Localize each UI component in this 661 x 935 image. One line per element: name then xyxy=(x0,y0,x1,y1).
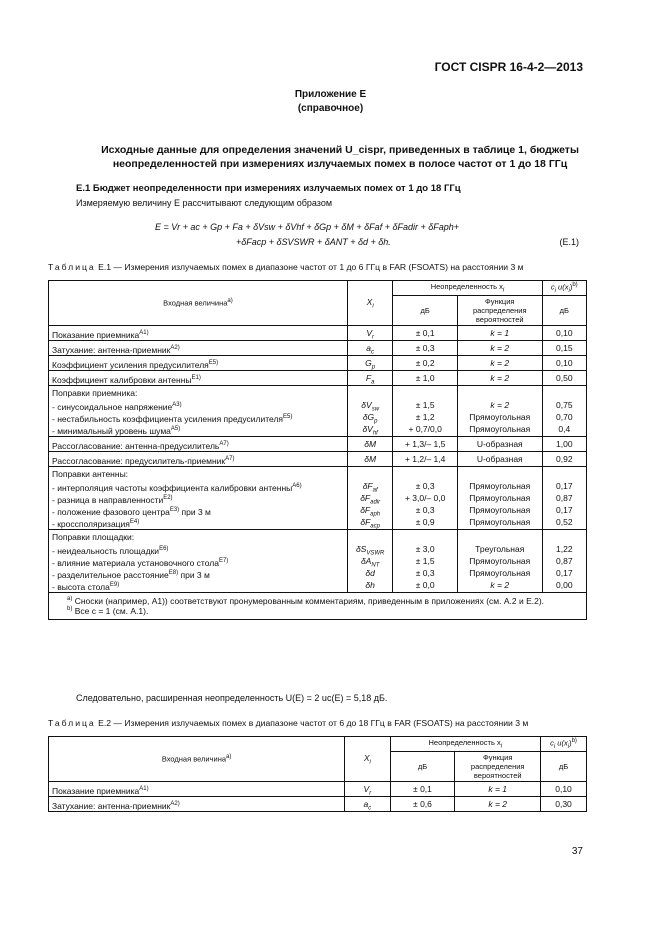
symbol-line xyxy=(351,579,390,591)
ci-line: 0,17 xyxy=(556,568,573,578)
cell-input xyxy=(49,326,348,341)
cell-symbol xyxy=(347,386,393,437)
symbol-subscript: a xyxy=(371,379,375,386)
symbol: $a_c$ xyxy=(366,343,375,356)
conclusion-text: Следовательно, расширенная неопределенность U(E) = 2 uc(E) = 5,18 дБ. xyxy=(76,693,388,703)
distribution-line: k = 2 xyxy=(490,373,510,383)
cell-input xyxy=(49,341,348,356)
symbol-line xyxy=(351,357,390,369)
cell-value xyxy=(393,386,458,437)
cell-ci xyxy=(542,326,586,341)
header-uncertainty-sub: i xyxy=(500,743,503,750)
distribution-line: k = 2 xyxy=(490,400,510,410)
table-row xyxy=(49,371,587,386)
footnote-ref: A2) xyxy=(170,801,180,807)
table1-caption-prefix: Таблица xyxy=(48,262,96,272)
spacer xyxy=(461,531,539,543)
cell-symbol xyxy=(347,341,393,356)
footnote-ref: A6) xyxy=(292,483,302,489)
header-input xyxy=(49,737,345,782)
cell-input xyxy=(49,386,348,437)
ci-line: 1,22 xyxy=(556,544,573,554)
ci-line: 0,17 xyxy=(556,505,573,515)
input-name: - нестабильность коэффициента усиления предусилителя$^{E5)}$ xyxy=(52,413,293,424)
group-heading: Поправки площадки: xyxy=(52,532,135,542)
symbol-line xyxy=(348,798,386,810)
input-name: - разница в направленности$^{E2)}$ xyxy=(52,494,173,505)
symbol-line xyxy=(351,399,390,411)
symbol: δM xyxy=(364,454,377,464)
value-line: ± 1,0 xyxy=(415,373,435,383)
header-uncertainty-sub: i xyxy=(502,287,505,294)
symbol-line xyxy=(351,504,390,516)
header-uncertainty-label: Неопределенность x xyxy=(428,738,501,747)
input-name: - синусоидальное напряжение$^{A3)}$ xyxy=(52,401,182,412)
header-ci-sub2: i xyxy=(568,288,570,294)
spacer xyxy=(461,387,539,399)
table-row xyxy=(49,326,587,341)
distribution-line: U-образная xyxy=(476,454,523,464)
symbol: $\delta V_{hf}$ xyxy=(362,424,378,437)
header-ci-sub: i xyxy=(553,744,556,750)
cell-input xyxy=(49,782,345,797)
cell-ci xyxy=(542,452,586,467)
symbol-subscript: VSWR xyxy=(366,550,385,557)
value-line: ± 0,2 xyxy=(415,358,435,368)
ci-line: 0,10 xyxy=(556,358,573,368)
header-ci-rest: u(x xyxy=(555,282,569,292)
symbol-line xyxy=(348,783,386,795)
header-ci-sup: b) xyxy=(572,282,578,288)
header-input xyxy=(49,281,348,326)
header-xi-label: X xyxy=(363,752,370,763)
cell-distribution xyxy=(457,452,542,467)
value-line: ± 0,3 xyxy=(415,481,435,491)
header-ci-c: c xyxy=(550,738,554,748)
input-name: - минимальный уровень шума$^{A5)}$ xyxy=(52,425,181,436)
footnote-ref: E5) xyxy=(208,360,219,366)
value-line: ± 3,0 xyxy=(415,544,435,554)
symbol-line xyxy=(351,516,390,528)
value-line: ± 0,0 xyxy=(415,580,435,590)
symbol-line xyxy=(351,543,390,555)
header-uncertainty xyxy=(393,281,542,296)
cell-distribution xyxy=(457,530,542,593)
symbol-line xyxy=(351,372,390,384)
symbol-subscript: c xyxy=(368,805,372,812)
header-input-sup: a) xyxy=(227,298,233,305)
appendix-subtitle: (справочное) xyxy=(297,103,364,114)
symbol-subscript: aph xyxy=(370,511,381,518)
table2-caption xyxy=(48,718,528,728)
table-row xyxy=(49,452,587,467)
cell-ci xyxy=(541,797,587,812)
input-name: - кроссполяризация$^{E4)}$ xyxy=(52,518,140,529)
table1 xyxy=(48,280,587,620)
table1-caption-text: Е.1 — Измерения излучаемых помех в диапазоне частот от 1 до 6 ГГц в FAR (FSOATS) на расстоянии 3 м xyxy=(98,262,524,272)
symbol-subscript: p xyxy=(371,364,376,371)
footnote-ref: A1) xyxy=(139,786,149,792)
input-name: Затухание: антенна-приемник$^{A2)}$ xyxy=(52,800,180,811)
header-db-ci: дБ xyxy=(541,752,587,782)
header-distribution: Функция распределения вероятностей xyxy=(455,752,541,782)
value-line: + 3,0/– 0,0 xyxy=(404,493,446,503)
cell-input xyxy=(49,467,348,530)
table-row xyxy=(49,782,587,797)
cell-value xyxy=(393,530,458,593)
cell-input xyxy=(49,437,348,452)
header-ci: $c_i$ $u(x_i)^{b)}$ xyxy=(542,281,586,296)
ci-line: 0,52 xyxy=(556,517,573,527)
symbol: $V_r$ xyxy=(363,784,372,797)
cell-ci xyxy=(542,356,586,371)
symbol-subscript: NT xyxy=(371,562,380,569)
cell-distribution xyxy=(457,386,542,437)
ci-line: 0,87 xyxy=(556,556,573,566)
table-row xyxy=(49,386,587,437)
ci-line: 0,50 xyxy=(556,373,573,383)
note-b xyxy=(53,606,582,616)
symbol-line xyxy=(351,453,390,465)
table2-caption-prefix: Таблица xyxy=(48,718,96,728)
header-ci: $c_i$ $u(x_i)^{b)}$ xyxy=(541,737,587,752)
symbol-line xyxy=(351,492,390,504)
cell-symbol xyxy=(345,782,390,797)
symbol: $\delta F_{af}$ xyxy=(362,481,378,494)
value-line: ± 0,9 xyxy=(415,517,435,527)
symbol-subscript: sw xyxy=(371,406,380,413)
table-row xyxy=(49,797,587,812)
cell-input xyxy=(49,452,348,467)
cell-input xyxy=(49,797,345,812)
header-uncertainty xyxy=(390,737,541,752)
footnote-ref: E1) xyxy=(191,375,201,381)
input-name: - высота стола$^{E9)}$ xyxy=(52,581,120,592)
table-row xyxy=(49,467,587,530)
equation-number: (E.1) xyxy=(559,237,579,247)
note-b-marker: b) xyxy=(67,606,73,613)
header-xi xyxy=(345,737,390,782)
distribution-line: k = 1 xyxy=(490,328,510,338)
value-line: ± 1,2 xyxy=(415,412,435,422)
ci-line: 0,17 xyxy=(556,481,573,491)
input-name: - неидеальность площадки$^{E6)}$ xyxy=(52,545,169,556)
cell-input xyxy=(49,530,348,593)
main-title-line2: неопределенностей при измерениях излучаемых помех в полосе частот от 1 до 18 ГГц xyxy=(112,158,568,170)
symbol: $\delta V_{sw}$ xyxy=(361,400,380,413)
header-db: дБ xyxy=(393,296,458,326)
distribution-line: Прямоугольная xyxy=(469,517,531,527)
header-input-label: Входная величина xyxy=(163,298,228,308)
header-ci-rest: u(x xyxy=(555,738,568,748)
group-heading: Поправки антенны: xyxy=(52,469,129,479)
input-name: Показание приемника$^{A1)}$ xyxy=(52,785,149,796)
distribution-line: Прямоугольная xyxy=(469,556,531,566)
cell-symbol xyxy=(347,530,393,593)
ci-line: 0,10 xyxy=(556,328,573,338)
value-line: ± 0,3 xyxy=(415,568,435,578)
symbol: $G_p$ xyxy=(365,358,376,371)
equation-line2: +δFacp + δSVSWR + δANT + δd + δh. xyxy=(236,237,391,247)
input-name: Показание приемника$^{A1)}$ xyxy=(52,329,149,340)
table-row xyxy=(49,530,587,593)
footnote-ref: E2) xyxy=(163,495,173,501)
header-db-ci: дБ xyxy=(542,296,586,326)
symbol: $\delta F_{aph}$ xyxy=(360,505,381,518)
symbol: δh xyxy=(365,580,375,590)
spacer xyxy=(546,387,583,399)
note-a xyxy=(53,596,582,606)
note-b-text: Все c = 1 (см. А.1). xyxy=(72,606,149,616)
header-xi-sub: i xyxy=(369,759,371,766)
symbol: δM xyxy=(364,439,377,449)
cell-symbol xyxy=(347,452,393,467)
cell-distribution xyxy=(457,437,542,452)
cell-distribution xyxy=(455,782,541,797)
header-db: дБ xyxy=(390,752,455,782)
cell-value xyxy=(393,356,458,371)
cell-symbol xyxy=(345,797,390,812)
spacer xyxy=(351,387,390,399)
value-line: + 1,2/– 1,4 xyxy=(404,454,446,464)
distribution-line: Треугольная xyxy=(475,544,525,554)
footnote-ref: E7) xyxy=(218,558,229,564)
header-row xyxy=(49,281,587,296)
footnote-ref: A7) xyxy=(225,456,235,462)
symbol-line xyxy=(351,327,390,339)
table2 xyxy=(48,736,587,812)
cell-value xyxy=(390,782,455,797)
footnote-ref: E6) xyxy=(159,546,169,552)
footnote-ref: A1) xyxy=(139,330,149,336)
symbol-line xyxy=(351,567,390,579)
cell-value xyxy=(393,341,458,356)
table2-caption-text: Е.2 — Измерения излучаемых помех в диапазоне частот от 6 до 18 ГГц в FAR (FSOATS) на расстоянии 3 м xyxy=(98,718,529,728)
cell-ci xyxy=(542,437,586,452)
distribution-line: k = 2 xyxy=(490,580,510,590)
cell-ci xyxy=(542,530,586,593)
value-line: ± 0,3 xyxy=(415,343,435,353)
footnote-ref: E3) xyxy=(169,507,180,513)
symbol: $a_c$ xyxy=(363,799,372,812)
footnote-ref: A2) xyxy=(170,345,180,351)
symbol-subscript: r xyxy=(371,334,374,341)
cell-symbol xyxy=(347,356,393,371)
input-name: - положение фазового центра$^{E3)}$ при 3 м xyxy=(52,506,211,517)
symbol-line xyxy=(351,480,390,492)
ci-line: 0,75 xyxy=(556,400,573,410)
spacer xyxy=(546,531,583,543)
spacer xyxy=(396,468,454,480)
cell-distribution xyxy=(455,797,541,812)
cell-distribution xyxy=(457,341,542,356)
ci-line: 0,10 xyxy=(555,784,572,794)
input-name: - разделительное расстояние$^{E8)}$ при 3 м xyxy=(52,569,210,580)
cell-value xyxy=(393,467,458,530)
equation-line1: E = Vr + ac + Gp + Fa + δVsw + δVhf + δGp + δM + δFaf + δFadir + δFaph+ xyxy=(155,222,459,232)
spacer xyxy=(546,468,583,480)
spacer xyxy=(396,531,454,543)
table-row xyxy=(49,356,587,371)
header-xi-sub: i xyxy=(372,303,374,310)
note-a-marker: a) xyxy=(67,596,73,603)
value-line: + 1,3/– 1,5 xyxy=(404,439,446,449)
header-input-label: Входная величина xyxy=(161,754,227,764)
header-row xyxy=(49,737,587,752)
symbol-line xyxy=(351,438,390,450)
table1-caption xyxy=(48,262,524,272)
footnote-ref: E9) xyxy=(109,582,120,588)
input-name: - влияние материала установочного стола$^{E7)}$ xyxy=(52,557,229,568)
symbol: $F_a$ xyxy=(365,373,375,386)
table-row xyxy=(49,341,587,356)
header-ci-sup: b) xyxy=(571,738,577,744)
value-line: ± 0,6 xyxy=(413,799,432,809)
header-xi xyxy=(347,281,393,326)
symbol-subscript: r xyxy=(369,790,372,797)
table-row xyxy=(49,437,587,452)
notes-row xyxy=(49,593,587,620)
symbol: $\delta F_{acp}$ xyxy=(360,517,380,530)
cell-symbol xyxy=(347,467,393,530)
symbol: $V_r$ xyxy=(366,328,374,341)
value-line: ± 0,3 xyxy=(415,505,435,515)
ci-line: 0,87 xyxy=(556,493,573,503)
intro-text: Измеряемую величину E рассчитывают следующим образом xyxy=(76,198,333,208)
spacer xyxy=(351,468,390,480)
symbol: $\delta S_{VSWR}$ xyxy=(355,544,385,557)
ci-line: 0,30 xyxy=(555,799,572,809)
cell-symbol xyxy=(347,437,393,452)
cell-input xyxy=(49,371,348,386)
distribution-line: k = 2 xyxy=(490,343,510,353)
distribution-line: Прямоугольная xyxy=(469,493,531,503)
symbol: δd xyxy=(365,568,375,578)
page-number: 37 xyxy=(571,846,583,857)
footnote-ref: A3) xyxy=(172,402,182,408)
header-distribution: Функция распределения вероятностей xyxy=(457,296,542,326)
header-input-sup: a) xyxy=(226,754,232,761)
main-title xyxy=(60,143,620,171)
distribution-line: Прямоугольная xyxy=(469,568,531,578)
input-name: Коэффициент калибровки антенны$^{E1)}$ xyxy=(52,374,201,385)
cell-distribution xyxy=(457,371,542,386)
symbol: $\delta A_{NT}$ xyxy=(360,556,380,569)
footnote-ref: A5) xyxy=(170,426,181,432)
cell-value xyxy=(393,326,458,341)
input-name: - интерполяция частоты коэффициента калибровки антенны$^{A6)}$ xyxy=(52,482,302,493)
distribution-line: k = 2 xyxy=(490,358,510,368)
ci-line: 0,92 xyxy=(556,454,573,464)
value-line: + 0,7/0,0 xyxy=(408,424,442,434)
symbol-line xyxy=(351,411,390,423)
distribution-line: Прямоугольная xyxy=(469,481,531,491)
document-header: ГОСТ CISPR 16-4-2—2013 xyxy=(434,60,583,74)
footnote-ref: E4) xyxy=(129,519,140,525)
main-title-line1: Исходные данные для определения значений U_cispr, приведенных в таблице 1, бюджеты xyxy=(101,144,579,156)
cell-distribution xyxy=(457,356,542,371)
input-name: Затухание: антенна-приемник$^{A2)}$ xyxy=(52,344,180,355)
footnote-ref: E5) xyxy=(283,414,293,420)
distribution-line: k = 1 xyxy=(488,784,508,794)
spacer xyxy=(396,387,454,399)
symbol-subscript: acp xyxy=(370,523,380,530)
footnote-ref: E8) xyxy=(168,570,179,576)
ci-line: 0,4 xyxy=(558,424,571,434)
symbol-line xyxy=(351,342,390,354)
symbol-subscript: c xyxy=(371,349,375,356)
header-xi-label: X xyxy=(366,296,373,307)
header-ci-sub2: i xyxy=(567,744,570,750)
symbol-subscript: p xyxy=(374,418,378,425)
cell-value xyxy=(390,797,455,812)
notes-cell xyxy=(49,593,587,620)
cell-distribution xyxy=(457,326,542,341)
spacer xyxy=(351,531,390,543)
cell-symbol xyxy=(347,371,393,386)
cell-value xyxy=(393,437,458,452)
symbol-line xyxy=(351,423,390,435)
footnote-ref: A7) xyxy=(219,441,229,447)
cell-ci xyxy=(542,467,586,530)
cell-distribution xyxy=(457,467,542,530)
header-ci-c: c xyxy=(550,282,555,292)
cell-symbol xyxy=(347,326,393,341)
appendix-title: Приложение Е xyxy=(294,89,367,100)
ci-line: 1,00 xyxy=(556,439,573,449)
distribution-line: Прямоугольная xyxy=(469,505,531,515)
value-line: ± 0,1 xyxy=(413,784,432,794)
distribution-line: Прямоугольная xyxy=(469,424,531,434)
cell-input xyxy=(49,356,348,371)
header-uncertainty-label: Неопределенность x xyxy=(430,282,503,291)
symbol-subscript: hf xyxy=(372,430,378,437)
cell-ci xyxy=(542,341,586,356)
cell-ci xyxy=(541,782,587,797)
symbol: $\delta F_{adir}$ xyxy=(360,493,381,506)
cell-value xyxy=(393,371,458,386)
cell-ci xyxy=(542,386,586,437)
ci-line: 0,70 xyxy=(556,412,573,422)
cell-value xyxy=(393,452,458,467)
input-name: Коэффициент усиления предусилителя$^{E5)}$ xyxy=(52,359,219,370)
input-name: Рассогласование: предусилитель-приемник$^{A7)}$ xyxy=(52,455,235,466)
distribution-line: Прямоугольная xyxy=(469,412,531,422)
symbol-subscript: adir xyxy=(370,499,381,506)
value-line: ± 1,5 xyxy=(415,400,435,410)
symbol-subscript: af xyxy=(372,487,378,494)
symbol: $\delta G_p$ xyxy=(362,412,378,425)
header-ci-sub: i xyxy=(554,288,556,294)
note-a-text: Сноски (например, A1)) соответствуют пронумерованным комментариям, приведенным в приложениях (см. А.2 и Е.2). xyxy=(72,596,545,606)
distribution-line: k = 2 xyxy=(488,799,508,809)
ci-line: 0,15 xyxy=(556,343,573,353)
spacer xyxy=(461,468,539,480)
section-title: Е.1 Бюджет неопределенности при измерениях излучаемых помех от 1 до 18 ГГц xyxy=(76,183,461,194)
distribution-line: U-образная xyxy=(476,439,523,449)
value-line: ± 0,1 xyxy=(415,328,435,338)
group-heading: Поправки приемника: xyxy=(52,388,138,398)
input-name: Рассогласование: антенна-предусилитель$^{A7)}$ xyxy=(52,440,229,451)
value-line: ± 1,5 xyxy=(415,556,435,566)
cell-ci xyxy=(542,371,586,386)
ci-line: 0,00 xyxy=(556,580,573,590)
